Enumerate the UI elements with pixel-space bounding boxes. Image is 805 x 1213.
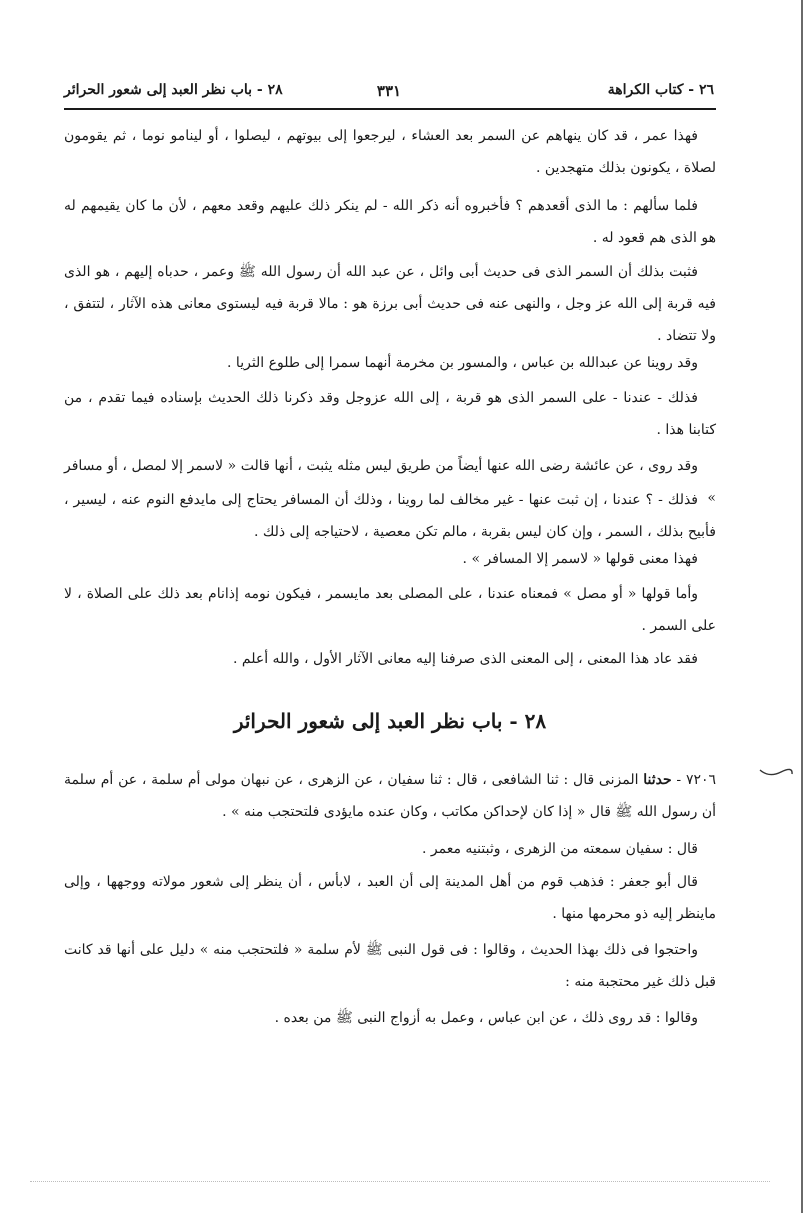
paragraph: فقد عاد هذا المعنى ، إلى المعنى الذى صرفنا إليه معانى الآثار الأول ، والله أعلم . <box>233 651 698 667</box>
paragraph: فثبت بذلك أن السمر الذى فى حديث أبى وائل ، عن عبد الله أن رسول الله ﷺ وعمر ، حدباه إليهم ، هو الذى فيه قربة إلى الله عز وجل ، والنهى عنه فى حديث أبى برزة هو : مالا قربة فيه ليستوى معانى هذه الآثار ، لتتفق ، ولا تتضاد . <box>64 264 716 344</box>
header-page-number: ٣٣١ <box>376 82 402 100</box>
paragraph: فهذا عمر ، قد كان ينهاهم عن السمر بعد العشاء ، ليرجعوا إلى بيوتهم ، ليصلوا ، أو لينامو نوما ، ثم يقومون لصلاة ، يكونون بذلك متهجدين . <box>64 128 716 176</box>
hadith-head: حدثنا <box>643 772 672 788</box>
page-edge <box>801 0 803 1213</box>
header-rule <box>64 108 716 110</box>
margin-curl-icon <box>759 766 793 780</box>
paragraph: فلما سألهم : ما الذى أقعدهم ؟ فأخبروه أنه ذكر الله - لم ينكر ذلك عليهم وقعد معهم ، لأن ما كان يقيمهم له هو الذى هم قعود له . <box>64 198 716 246</box>
paragraph: فهذا معنى قولها « لاسمر إلا المسافر » . <box>462 551 698 567</box>
page-bottom-dots <box>30 1181 770 1182</box>
paragraph: فذلك - عندنا - على السمر الذى هو قربة ، إلى الله عزوجل وقد ذكرنا ذلك الحديث بإسناده فيما تقدم ، من كتابنا هذا . <box>64 390 716 438</box>
paragraph: وقالوا : قد روى ذلك ، عن ابن عباس ، وعمل به أزواج النبى ﷺ من بعده . <box>274 1010 698 1026</box>
hadith-paragraph: ٧٢٠٦ - حدثنا المزنى قال : ثنا الشافعى ، قال : ثنا سفيان ، عن الزهرى ، عن نبهان مولى أم سلمة ، عن أم سلمة أن رسول الله ﷺ قال « إذا كان لإحداكن مكاتب ، وكان عنده مايؤدى فلتحتجب منه » . <box>64 772 717 820</box>
section-title: ٢٨ - باب نظر العبد إلى شعور الحرائر <box>233 709 547 733</box>
paragraph: وقد روى ، عن عائشة رضى الله عنها أيضاً من طريق ليس مثله يثبت ، أنها قالت « لاسمر إلا لمصل ، أو مسافر » <box>64 458 716 506</box>
hadith-text: المزنى قال : ثنا الشافعى ، قال : ثنا سفيان ، عن الزهرى ، عن نبهان مولى أم سلمة ، عن أم سلمة أن رسول الله ﷺ قال « إذا كان لإحداكن مكاتب ، وكان عنده مايؤدى فلتحتجب منه » . <box>64 772 716 820</box>
hadith-number: ٧٢٠٦ <box>685 772 717 788</box>
paragraph: قال : سفيان سمعته من الزهرى ، وثبتنيه معمر . <box>422 841 698 857</box>
running-header <box>64 82 714 106</box>
paragraph: وقد روينا عن عبدالله بن عباس ، والمسور بن مخرمة أنهما سمرا إلى طلوع الثريا . <box>227 355 698 371</box>
paragraph: وأما قولها « أو مصل » فمعناه عندنا ، على المصلى بعد مايسمر ، فيكون نومه إذانام بعد ذلك على الصلاة ، لا على السمر . <box>64 586 716 634</box>
paragraph: قال أبو جعفر : فذهب قوم من أهل المدينة إلى أن العبد ، لابأس ، أن ينظر إلى شعور مولاته ووجهها ، وإلى ماينظر إليه ذو محرمها منها . <box>64 874 716 922</box>
paragraph: فذلك - ؟ عندنا ، إن ثبت عنها - غير مخالف لما روينا ، وذلك أن المسافر يحتاج إلى مايدفع النوم عنه ، ليسير ، فأبيح بذلك ، السمر ، وإن كان ليس بقربة ، مالم تكن معصية ، لاحتياجه إلى ذلك . <box>64 492 716 540</box>
paragraph: واحتجوا فى ذلك بهذا الحديث ، وقالوا : فى قول النبى ﷺ لأم سلمة « فلتحتجب منه » دليل على أنها قد كانت قبل ذلك غير محتجبة منه : <box>64 942 716 990</box>
header-section: ٢٨ - باب نظر العبد إلى شعور الحرائر <box>64 82 283 98</box>
header-chapter: ٢٦ - كتاب الكراهة <box>607 82 714 98</box>
